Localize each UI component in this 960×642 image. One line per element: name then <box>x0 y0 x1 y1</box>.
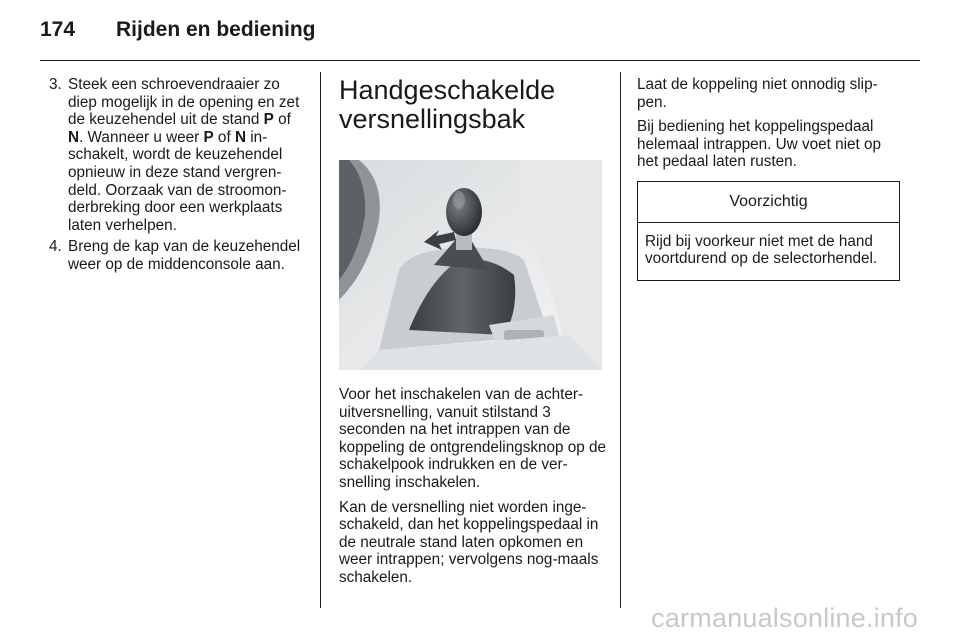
caution-text: Rijd bij voorkeur niet met de hand voortdurend op de selectorhendel. <box>645 232 878 268</box>
header-divider <box>40 60 920 61</box>
column-divider-right <box>620 72 621 608</box>
gear-lever-photo <box>339 160 602 370</box>
step-text: Breng de kap van de keuzehendel weer op de middenconsole aan. <box>68 238 301 273</box>
step-number: 4. <box>49 238 62 256</box>
right-column <box>637 76 900 281</box>
paragraph: Voor het inschakelen van de achter-uitversnelling, vanuit stilstand 3 seconden na het intrappen van de koppeling de ontgrendelingsknop op de schakelpook indrukken en de ver-snelling inschakelen. <box>339 386 607 491</box>
step-text: Steek een schroevendraaier zo diep mogelijk in de opening en zet de keuzehendel uit de stand P of N. Wanneer u weer P of N in-schakelt, wordt de keuzehendel opnieuw in deze stand vergren-deld. Oorzaak van de stroomon-derbreking door een werkplaats laten verhelpen. <box>68 76 300 234</box>
caution-title: Voorzichtig <box>638 182 899 223</box>
paragraph: Laat de koppeling niet onnodig slip-pen. <box>637 76 878 111</box>
left-column <box>46 76 308 278</box>
list-item <box>46 76 308 234</box>
page-header <box>40 18 316 42</box>
section-title: Rijden en bediening <box>116 18 316 41</box>
caution-box <box>637 181 900 281</box>
middle-column <box>339 76 607 594</box>
section-heading: Handgeschakelde versnellingsbak <box>339 75 556 134</box>
column-divider-left <box>320 72 321 608</box>
paragraph: Kan de versnelling niet worden inge-schakeld, dan het koppelingspedaal in de neutrale stand laten opkomen en weer intrappen; vervolgens nog-maals schakelen. <box>339 498 599 586</box>
list-item <box>46 238 308 273</box>
instruction-list <box>46 76 308 274</box>
paragraph: Bij bediening het koppelingspedaal helemaal intrappen. Uw voet niet op het pedaal laten rusten. <box>637 118 882 171</box>
page-number: 174 <box>40 18 76 41</box>
watermark: carmanualsonline.info <box>651 603 918 633</box>
step-number: 3. <box>49 76 62 93</box>
